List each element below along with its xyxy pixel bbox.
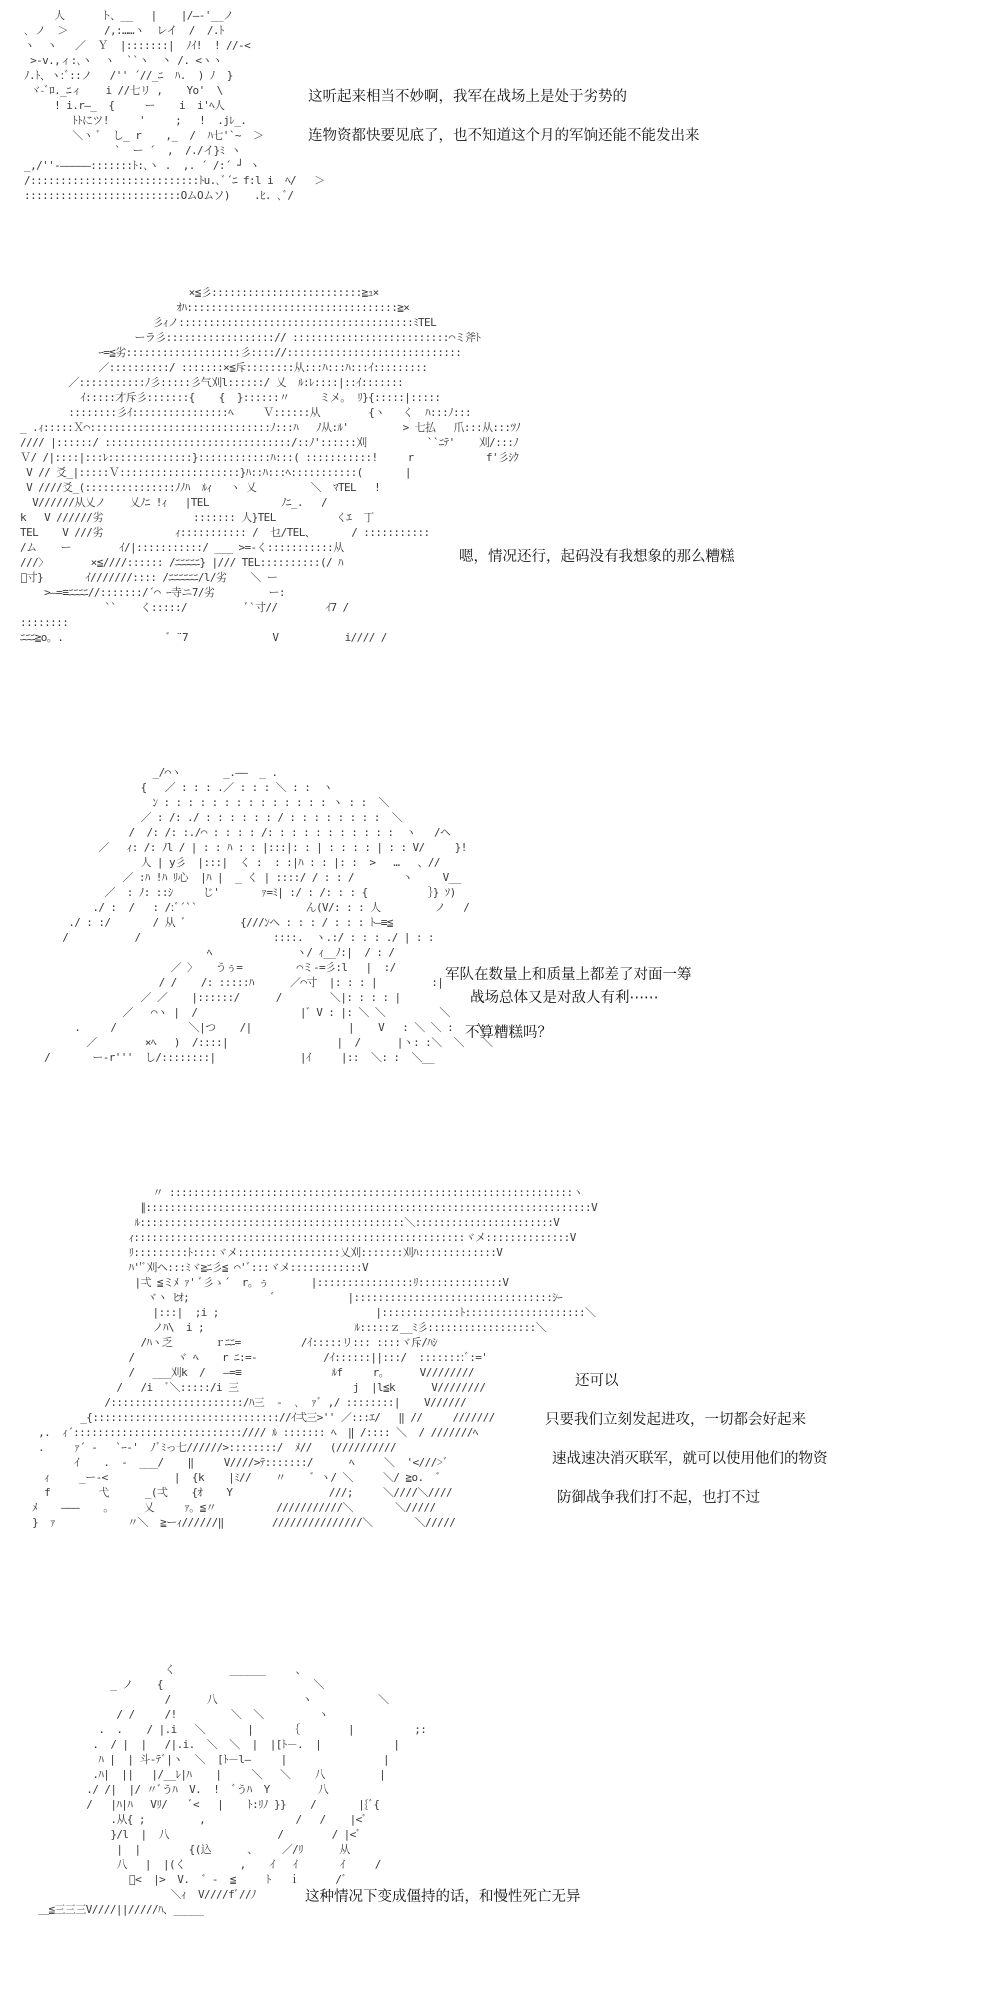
dialog-line: 这种情况下变成僵持的话，和慢性死亡无异 xyxy=(305,1889,581,1905)
panel-2 xyxy=(0,275,992,755)
ascii-art-panel-4: 〃 :::::::::::::::::::::::::::::::::::::::::::::::::::::::::::::::::::ヽ ∥::::::::::::::::::::::::::::::::::::::::::::::::::::::::::::::::::::::::::V ﾙ::::::::::::::::::::::::::::::::::::::::::::＼:::::::::::::::::::::::V ｨ:::::::::::::::::::::::::::::::::::::::::::::::::::::::ヾメ::::::::::::::V ﾘ:::::::::ﾄ::::ヾメ:::::::::::::::::乂刈:::::::刈ﾊ:::::::::::::V ﾊ''ﾞ刈ヘ:::ﾐヾ≧ﾆ彡≦ ⌒'ﾞ:::ヾメ::::::::::::V |弌 ≦ミﾒ ｧ' ﾞ彡ゝ´ r。ぅ |::::::::::::::::ﾘ::::::::::::::V ヾヽ ﾋｵ; ﾞ |:::::::::::::::::::::::::::::::::ｼｰ |:::| ;i ; |:::::::::::::ﾄ::::::::::::::::::::＼ ノﾊ\ i ; ﾙ:::::ｚ__ﾐ彡::::::::::::::::::＼ /ﾊヽ乏 ｒﾆﾆ= /ｲ:::::リ::: ::::ヾ斥/ﾊｼ / ヾ ﾍ r ﾆ:=- /ｲ::::::||:::/ ::::::::ﾞ:=' / ___刈k / ―=≡ ﾙf r｡ V//////// / /i ﾞ＼:::::/i 三 j |l≦k V//////// /::::::::::::::::::::::/ﾊ三 - ､ ｧﾞ ,/ ::::::::| V////// _{::::::::::::::::::::::::::::::://ｲ弌三>'' ／:::ｴ/ ‖ // /////// ,. ｨ´:::::::::::::::::::::::::::://// ﾙ ::::::: ﾍ ‖ /:::: ＼ / ///////ﾍ . ｧ´ - `ｰ-' ﾉﾞﾐっ七//////>::::::::/ ﾒ// (////////// ｲ . - ___/ ‖ V////>ﾃ:::::::/ ﾍ ＼ '<///>ﾞ ｨ _ー-< | {k |ﾐ// 〃 ゛ヽ/ ＼ ＼/ ≧o. ゛ f 弋 _(弌 {ｵ Y ///; ＼////＼//// ﾒ ――― 。 乂 ｧ。≦〃 ///////////＼ ＼///// } ｧ 〃＼ ≧ーｨ//////‖ ///////////////＼ ＼///// xyxy=(32,1186,598,1529)
panel-3 xyxy=(0,760,992,1170)
ascii-art-panel-2: ×≦彡:::::::::::::::::::::::::≧ｭ× ｵﾊ:::::::::::::::::::::::::::::::::::≧× 彡ｨノ:::::::::::::::::::::::::::::::::::::::ﾐTEL ーラ彡::::::::::::::::::// ::::::::::::::::::::::::::⌒ミ斧ﾄ ｰ=≦劣:::::::::::::::::::彡:::://::::::::::::::::::::::::::::: ／::::::::::/ :::::::×≦斥::::::::从:::ﾊ:::ﾊ:::ｲ::::::::: ／:::::::::::ﾉ彡:::::彡气刈l::::::/ 乂 ﾙ:ﾚ::::|::ｲ::::::: ｲ:::::才斥彡:::::::{ { }::::::〃 ミメ｡ ﾘ}{:::::|::::: ::::::::彡ｲ::::::::::::::::ﾍ Ｖ::::::从 {ヽ く ﾊ:::ﾉ::: _ .ｨ:::::Ｘ⌒::::::::::::::::::::::::::::::ﾉ:::ﾊ ﾉ从:ﾙ' > 七払 爪:::从:::ﾂﾉ //// |::::::/ :::::::::::::::::::::::::::::::/::ﾉ'::::::刈 ``ﾆﾃ' 刈/:::ﾉ Ｖ/ /|::::|:::ﾚ::::::::::::::}::::::::::::ﾊ:::( :::::::::::! r f'彡ｼｸ V // 爻_|:::::Ｖ::::::::::::::::::::}ﾊ::ﾊ:::ﾍ:::::::::::( | V ////爻_(:::::::::::::::ﾉﾉﾊ ﾙｨ ヽ 乂 ＼ ﾏTEL ! V//////从乂ノ 乂ﾉﾆ !ｨ |TEL ﾉﾆ_. / k V //////劣 ::::::: 人}TEL くｴ 丁 TEL V ///劣 ｨ::::::::::: / 乜/TEL、 / ::::::::::: /ム ー ｲ/|:::::::::::/ ___ >=-く:::::::::::从 ///〉 ×≦////:::::: /ﾆﾆﾆﾆﾆ} |/// TEL::::::::::(/ ﾊ ﾞ寸} ｲ///////:::: /ﾆﾆﾆﾆﾆﾆ/l/劣 ＼ ー >―=≡ﾆﾆﾆﾆ//:::::::/´⌒ ｰ寺ニ7/劣 ー: `` く:::::/ ﾞ`寸// ｲ7 / :::::::: ﾆﾆﾆ≧o。. ゛¨7 V i//// / xyxy=(14,286,521,644)
dialog-line: 连物资都快要见底了，也不知道这个月的军饷还能不能发出来 xyxy=(308,128,700,144)
ascii-art-panel-3: _/⌒ヽ _.―― _ . { ／ : : : .／ : : : ＼ : : ヽ ﾝ : : : : : : : : : : : : : : ヽ : : ＼ ／ : /: ./ : : : : : : / : : : : : : : : ＼ / /: /: :./⌒ : : : : /: : : : : : : : : : : ヽ /ヘ ／ ｨ: /: ﾉl / | : : ﾊ : : |:::|: : | : : : : | : : V/ }! 人 | y彡 |:::| く : : :|ﾊ : : |: : > … 、// ／ :ﾊ !ﾊ ﾘ心 |ﾊ | _ く | ::::/ / : : / ヽ V__ ／ : ﾉ: ::ｼ じ' ｧ=ﾐ| :/ : /: : : { ｝} ｿ) ./ : / : /:ﾞ´`` ん(V/: : : 人 ノ / ./ : :/ / 从 ﾞ {///ﾝヘ : : : / : : : ﾄ―≡≦ / / ::::. ヽ.:/ : : : ./ | : : ﾍ ヽ/ ｨ__ﾉ:| / : / ／ 〉 うぅ= ⌒ミ-=彡:l | :/ / / /: :::::ﾊ ／⌒寸 |: : : | :| ／ ／ |::::::/ / ＼|: : : : | ＼ ／ ⌒ヽ | / |゛V : |: ＼ ＼ ＼ . / ＼|つ /| | V : ＼ ＼ : \ ／ ×ﾍ ) /::::| | / |ヽ: :＼ ＼ ＼ / ー-r''' し/::::::::| |ｲ |:: ＼: : ＼__ xyxy=(44,766,493,1064)
panel-5 xyxy=(0,1660,992,2000)
dialog-line: 嗯，情况还行，起码没有我想象的那么糟糕 xyxy=(459,549,735,565)
dialog-line: 还可以 xyxy=(575,1373,619,1389)
dialog-line: 防御战争我们打不起，也打不过 xyxy=(557,1490,760,1506)
ascii-art-panel-1: 人 ト、__ | |/―-'__ノ ､ ノ ＞ /,:……ヽ レイ / /.ﾄ ヽ ヽ ／ Ｙ |:::::::| ﾉｲ! ! //-< >-v.,ィ:､ヽ ヽ ``ヽ 丶 /. <ヽヽ ﾉ.ﾄ、ヽ:ﾞ::ノ /'' ´//_ﾆ ﾊ. ) ﾉ } ヾ-ﾞﾛ._ﾆィ i //七リ , Yo' \ ! i.r―_ { ー i i'ﾍ人 ﾄﾄにツ! ' ; ! .jﾚ_. ＼ヽ ﾞ し_ r ,_ / ﾊ七'`~ ＞ ` ー ´ , /./イ}ﾐ ヽ _,/''‐―――――:::::::ﾄ:､ヽ . ,. ´ /:´ ┘ ヽ /::::::::::::::::::::::::::::ﾄu.､ﾞ´ﾆ f:l i ﾍ/ ＞ ::::::::::::::::::::::::::OムOムソ) .ﾋ. ､ﾞ/ xyxy=(24,9,325,202)
dialog-line: 战场总体又是对敌人有利⋯⋯ xyxy=(470,990,659,1006)
panel-4 xyxy=(0,1180,992,1650)
ascii-art-panel-5: く ______ 、 _ ノ { ＼ / 八 ヽ ＼ / / /! ＼ ＼ ヽ . . / |.i ＼ | ｛ | ;: . / | | /|.i. ＼ ＼ | |[ﾄ－. | | ﾊ | | 斗-ﾃﾞ|ヽ ＼ [ﾄ－l― | | .ﾊ| || |/__ﾚ|ﾊ | ＼ ＼ 八 | ./ /| |/ 〃ﾞうﾊ V. ! ﾞうﾊ Y 八 / |ﾊ|ﾊ Vﾘ/ ﾞ< | ﾄ:ﾘﾉ }} / |{ﾞ{ .从{ ; , / / |<ﾞ }/l | 八 / / |<ﾞ | | {(込 、 ／/ﾘ 从 八 | |(く , ｲ ｲ ｲ / ﾞ< |> V. ゛- ≦ ﾄ ｉ /ﾞ ＼ｨ V////fﾞ//ﾉ ＿≦三三三V////||/////ﾊ、_____ xyxy=(38,1663,427,1916)
dialog-line: 只要我们立刻发起进攻，一切都会好起来 xyxy=(545,1412,806,1428)
panel-1 xyxy=(0,0,992,270)
dialog-line: 军队在数量上和质量上都差了对面一筹 xyxy=(445,967,692,983)
dialog-line: 速战速决消灭联军，就可以使用他们的物资 xyxy=(552,1451,828,1467)
dialog-line: 这听起来相当不妙啊，我军在战场上是处于劣势的 xyxy=(308,89,627,105)
dialog-line: 不算糟糕吗？ xyxy=(465,1025,552,1041)
